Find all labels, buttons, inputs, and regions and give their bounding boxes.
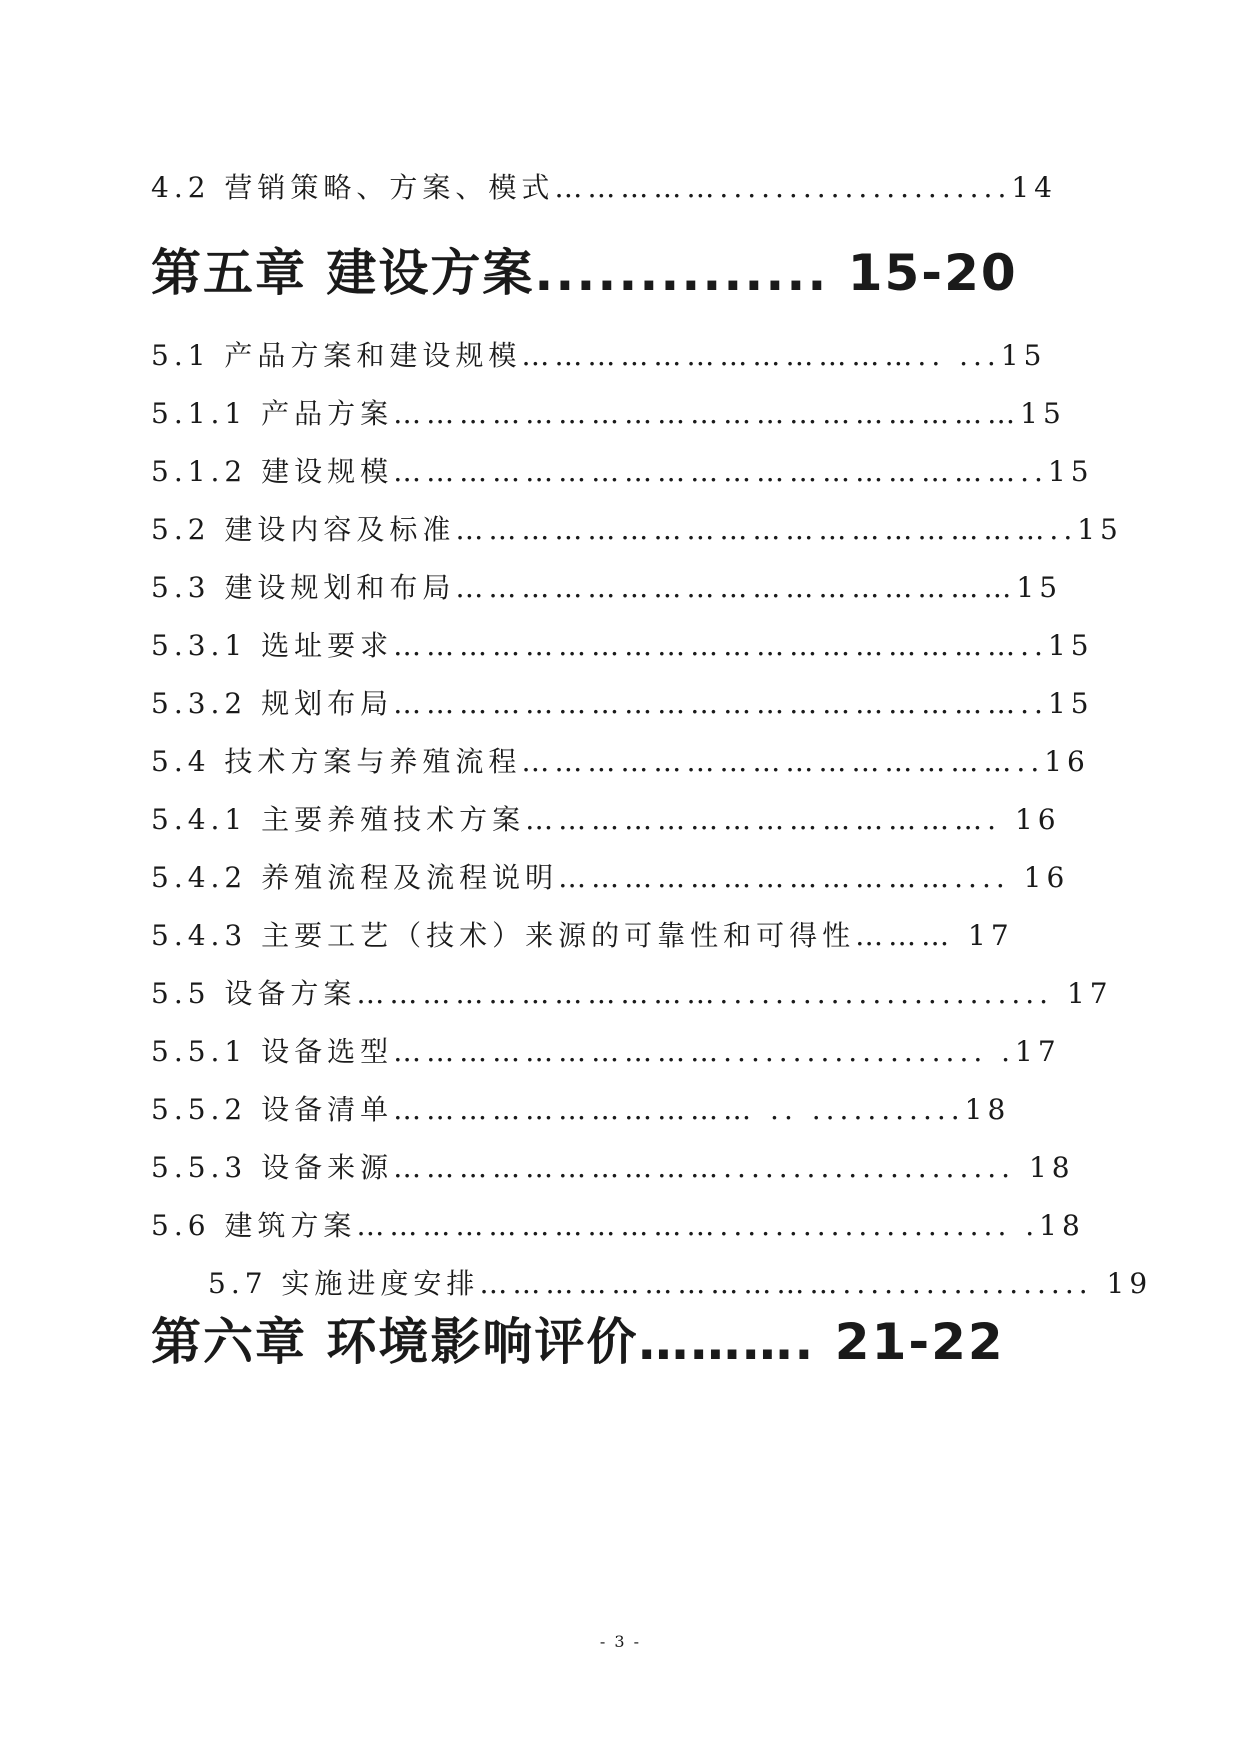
toc-entry-5-7: 5.7 实施进度安排…………………………….................. 19 (208, 1267, 1153, 1300)
toc-entry-5-3-2: 5.3.2 规划布局…………………………………………………..15 (151, 687, 1094, 720)
toc-entry-5-5-2: 5.5.2 设备清单…………………………… .. ...........18 (151, 1093, 1011, 1126)
toc-entry-5-6: 5.6 建筑方案……………………………..................... .18 (151, 1209, 1085, 1242)
toc-entry-5-4: 5.4 技术方案与养殖流程………………………………………..16 (151, 745, 1090, 778)
toc-entry-5-1-1: 5.1.1 产品方案…………………………………………………15 (151, 397, 1066, 430)
toc-entry-5-5: 5.5 设备方案……………………………........................ 17 (151, 977, 1113, 1010)
toc-entry-5-4-2: 5.4.2 养殖流程及流程说明……………………………….... 16 (151, 861, 1070, 894)
toc-entry-5-4-1: 5.4.1 主要养殖技术方案……………………………………. 16 (151, 803, 1061, 836)
toc-entry-5-1-2: 5.1.2 建设规模…………………………………………………..15 (151, 455, 1094, 488)
toc-entry-5-5-3: 5.5.3 设备来源…………………………..................... 18 (151, 1151, 1075, 1184)
chapter-heading-5: 第五章 建设方案.............. 15-20 (151, 244, 1018, 302)
toc-entry-5-5-1: 5.5.1 设备选型…………………………................... .17 (151, 1035, 1061, 1068)
chapter-heading-6: 第六章 环境影响评价………. 21-22 (151, 1313, 1005, 1371)
toc-entry-5-3-1: 5.3.1 选址要求…………………………………………………..15 (151, 629, 1094, 662)
toc-entry-5-1: 5.1 产品方案和建设规模……………………………….. ...15 (151, 339, 1047, 372)
toc-entry-5-3: 5.3 建设规划和布局……………………………………………15 (151, 571, 1063, 604)
toc-entry-5-4-3: 5.4.3 主要工艺（技术）来源的可靠性和可得性……… 17 (151, 919, 1014, 952)
toc-entry-5-2: 5.2 建设内容及标准………………………………………………..15 (151, 513, 1123, 546)
toc-entry-4-2: 4.2 营销策略、方案、模式…………….....................14 (151, 171, 1057, 204)
page-number: - 3 - (599, 1632, 642, 1651)
